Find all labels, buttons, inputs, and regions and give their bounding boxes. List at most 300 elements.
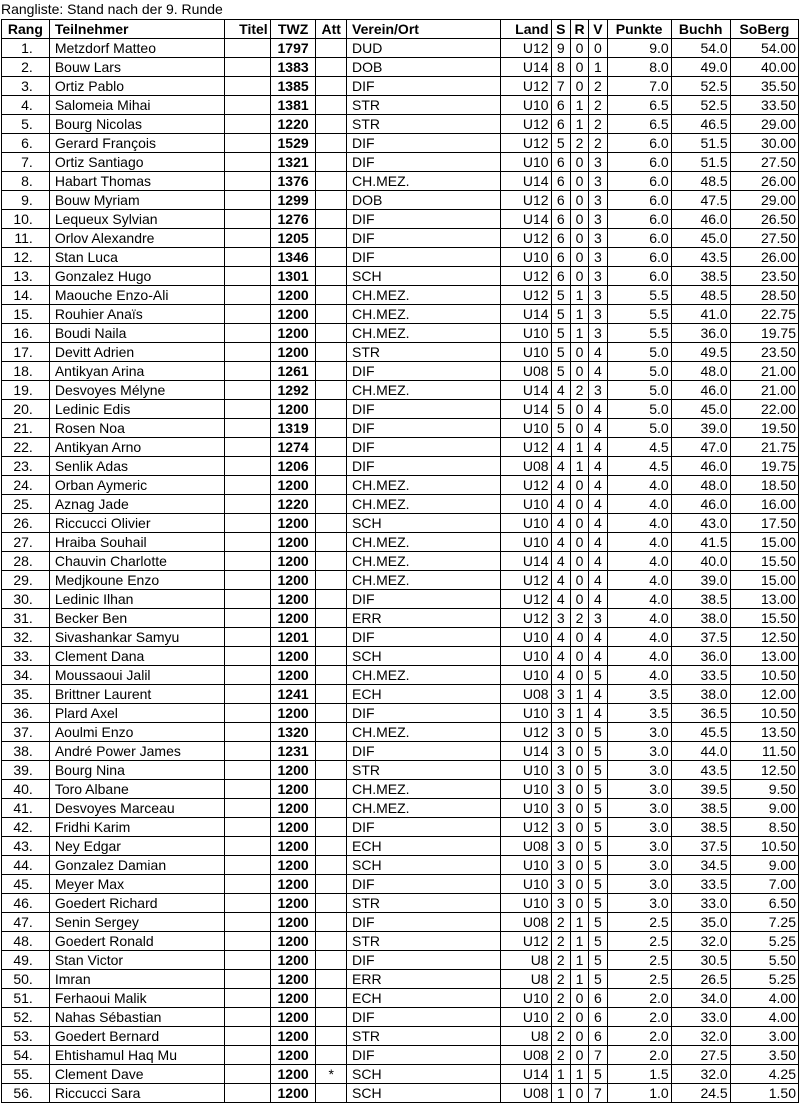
title-cell xyxy=(224,286,270,305)
title-cell xyxy=(224,837,270,856)
att-cell xyxy=(316,837,347,856)
points-cell: 3.0 xyxy=(607,894,671,913)
sonneborn-berger-cell: 11.50 xyxy=(730,742,798,761)
att-cell xyxy=(316,457,347,476)
sonneborn-berger-cell: 27.50 xyxy=(730,229,798,248)
draws-cell: 0 xyxy=(570,58,588,77)
rank-cell: 50. xyxy=(2,970,50,989)
player-name-cell: Desvoyes Mélyne xyxy=(49,381,224,400)
buchholz-cell: 48.0 xyxy=(671,362,730,381)
sonneborn-berger-cell: 15.50 xyxy=(730,609,798,628)
draws-cell: 0 xyxy=(570,400,588,419)
att-cell xyxy=(316,780,347,799)
losses-cell: 0 xyxy=(589,39,607,58)
club-cell: DIF xyxy=(347,913,501,932)
buchholz-cell: 46.0 xyxy=(671,495,730,514)
country-cell: U08 xyxy=(500,1084,551,1103)
player-name-cell: Gerard François xyxy=(49,134,224,153)
rank-cell: 25. xyxy=(2,495,50,514)
title-cell xyxy=(224,970,270,989)
sonneborn-berger-cell: 4.25 xyxy=(730,1065,798,1084)
club-cell: DIF xyxy=(347,742,501,761)
draws-cell: 1 xyxy=(570,704,588,723)
wins-cell: 6 xyxy=(551,248,570,267)
club-cell: DIF xyxy=(347,818,501,837)
player-name-cell: Ferhaoui Malik xyxy=(49,989,224,1008)
wins-cell: 4 xyxy=(551,628,570,647)
club-cell: CH.MEZ. xyxy=(347,495,501,514)
buchholz-cell: 52.5 xyxy=(671,77,730,96)
buchholz-cell: 37.5 xyxy=(671,628,730,647)
draws-cell: 0 xyxy=(570,894,588,913)
table-row xyxy=(2,647,799,666)
sonneborn-berger-cell: 6.50 xyxy=(730,894,798,913)
title-cell xyxy=(224,229,270,248)
points-cell: 5.5 xyxy=(607,286,671,305)
standings-table xyxy=(1,19,799,1103)
title-cell xyxy=(224,438,270,457)
points-cell: 4.0 xyxy=(607,552,671,571)
points-cell: 5.0 xyxy=(607,343,671,362)
player-name-cell: Stan Victor xyxy=(49,951,224,970)
twz-cell: 1200 xyxy=(270,533,316,552)
buchholz-cell: 46.5 xyxy=(671,115,730,134)
sonneborn-berger-cell: 3.50 xyxy=(730,1046,798,1065)
att-cell xyxy=(316,324,347,343)
att-cell xyxy=(316,267,347,286)
att-cell xyxy=(316,1008,347,1027)
sonneborn-berger-cell: 9.00 xyxy=(730,799,798,818)
player-name-cell: Rouhier Anaïs xyxy=(49,305,224,324)
country-cell: U08 xyxy=(500,1046,551,1065)
points-cell: 6.0 xyxy=(607,191,671,210)
table-row xyxy=(2,96,799,115)
country-cell: U08 xyxy=(500,837,551,856)
att-cell xyxy=(316,191,347,210)
table-row xyxy=(2,571,799,590)
table-row xyxy=(2,1008,799,1027)
att-cell xyxy=(316,799,347,818)
title-cell xyxy=(224,818,270,837)
rank-cell: 29. xyxy=(2,571,50,590)
rank-cell: 48. xyxy=(2,932,50,951)
sonneborn-berger-cell: 23.50 xyxy=(730,267,798,286)
twz-cell: 1346 xyxy=(270,248,316,267)
draws-cell: 0 xyxy=(570,818,588,837)
losses-cell: 3 xyxy=(589,172,607,191)
losses-cell: 5 xyxy=(589,761,607,780)
rank-cell: 12. xyxy=(2,248,50,267)
club-cell: ECH xyxy=(347,685,501,704)
country-cell: U10 xyxy=(500,495,551,514)
country-cell: U10 xyxy=(500,704,551,723)
player-name-cell: Fridhi Karim xyxy=(49,818,224,837)
col-header-twz: TWZ xyxy=(270,20,316,39)
att-cell xyxy=(316,723,347,742)
sonneborn-berger-cell: 18.50 xyxy=(730,476,798,495)
table-row xyxy=(2,343,799,362)
country-cell: U10 xyxy=(500,647,551,666)
att-cell xyxy=(316,970,347,989)
table-row xyxy=(2,115,799,134)
twz-cell: 1200 xyxy=(270,799,316,818)
player-name-cell: Orban Aymeric xyxy=(49,476,224,495)
att-cell xyxy=(316,248,347,267)
player-name-cell: Antikyan Arina xyxy=(49,362,224,381)
rank-cell: 47. xyxy=(2,913,50,932)
title-cell xyxy=(224,533,270,552)
player-name-cell: Rosen Noa xyxy=(49,419,224,438)
player-name-cell: Hraiba Souhail xyxy=(49,533,224,552)
points-cell: 1.0 xyxy=(607,1084,671,1103)
wins-cell: 3 xyxy=(551,685,570,704)
col-header-buchh: Buchh xyxy=(671,20,730,39)
att-cell xyxy=(316,666,347,685)
att-cell xyxy=(316,153,347,172)
points-cell: 4.0 xyxy=(607,628,671,647)
twz-cell: 1292 xyxy=(270,381,316,400)
points-cell: 2.5 xyxy=(607,932,671,951)
twz-cell: 1200 xyxy=(270,400,316,419)
country-cell: U10 xyxy=(500,324,551,343)
sonneborn-berger-cell: 4.00 xyxy=(730,1008,798,1027)
sonneborn-berger-cell: 15.00 xyxy=(730,533,798,552)
table-row xyxy=(2,1065,799,1084)
table-row xyxy=(2,685,799,704)
sonneborn-berger-cell: 10.50 xyxy=(730,666,798,685)
table-row xyxy=(2,400,799,419)
points-cell: 3.0 xyxy=(607,723,671,742)
country-cell: U10 xyxy=(500,799,551,818)
player-name-cell: Toro Albane xyxy=(49,780,224,799)
table-row xyxy=(2,723,799,742)
wins-cell: 4 xyxy=(551,533,570,552)
losses-cell: 4 xyxy=(589,647,607,666)
buchholz-cell: 46.0 xyxy=(671,381,730,400)
points-cell: 3.0 xyxy=(607,818,671,837)
sonneborn-berger-cell: 10.50 xyxy=(730,704,798,723)
player-name-cell: Clement Dave xyxy=(49,1065,224,1084)
wins-cell: 6 xyxy=(551,172,570,191)
losses-cell: 3 xyxy=(589,248,607,267)
sonneborn-berger-cell: 33.50 xyxy=(730,96,798,115)
buchholz-cell: 38.5 xyxy=(671,818,730,837)
title-cell xyxy=(224,1065,270,1084)
player-name-cell: Sivashankar Samyu xyxy=(49,628,224,647)
sonneborn-berger-cell: 7.00 xyxy=(730,875,798,894)
buchholz-cell: 36.5 xyxy=(671,704,730,723)
club-cell: DIF xyxy=(347,875,501,894)
draws-cell: 0 xyxy=(570,1046,588,1065)
country-cell: U14 xyxy=(500,552,551,571)
country-cell: U10 xyxy=(500,875,551,894)
sonneborn-berger-cell: 15.50 xyxy=(730,552,798,571)
buchholz-cell: 36.0 xyxy=(671,647,730,666)
att-cell xyxy=(316,400,347,419)
wins-cell: 2 xyxy=(551,1027,570,1046)
title-cell xyxy=(224,362,270,381)
wins-cell: 7 xyxy=(551,77,570,96)
points-cell: 5.0 xyxy=(607,400,671,419)
att-cell xyxy=(316,628,347,647)
points-cell: 3.5 xyxy=(607,685,671,704)
rank-cell: 10. xyxy=(2,210,50,229)
club-cell: CH.MEZ. xyxy=(347,324,501,343)
att-cell: * xyxy=(316,1065,347,1084)
club-cell: DIF xyxy=(347,419,501,438)
twz-cell: 1200 xyxy=(270,894,316,913)
table-row xyxy=(2,799,799,818)
wins-cell: 3 xyxy=(551,856,570,875)
player-name-cell: Gonzalez Hugo xyxy=(49,267,224,286)
losses-cell: 4 xyxy=(589,704,607,723)
table-row xyxy=(2,970,799,989)
twz-cell: 1200 xyxy=(270,970,316,989)
rank-cell: 7. xyxy=(2,153,50,172)
rank-cell: 6. xyxy=(2,134,50,153)
wins-cell: 8 xyxy=(551,58,570,77)
country-cell: U10 xyxy=(500,666,551,685)
buchholz-cell: 24.5 xyxy=(671,1084,730,1103)
title-cell xyxy=(224,77,270,96)
points-cell: 8.0 xyxy=(607,58,671,77)
draws-cell: 0 xyxy=(570,153,588,172)
rank-cell: 17. xyxy=(2,343,50,362)
club-cell: STR xyxy=(347,932,501,951)
twz-cell: 1261 xyxy=(270,362,316,381)
draws-cell: 0 xyxy=(570,590,588,609)
wins-cell: 4 xyxy=(551,381,570,400)
country-cell: U14 xyxy=(500,742,551,761)
country-cell: U8 xyxy=(500,970,551,989)
buchholz-cell: 33.0 xyxy=(671,1008,730,1027)
buchholz-cell: 43.0 xyxy=(671,514,730,533)
att-cell xyxy=(316,590,347,609)
buchholz-cell: 45.5 xyxy=(671,723,730,742)
sonneborn-berger-cell: 13.00 xyxy=(730,590,798,609)
sonneborn-berger-cell: 26.00 xyxy=(730,248,798,267)
losses-cell: 5 xyxy=(589,799,607,818)
player-name-cell: Ledinic Ilhan xyxy=(49,590,224,609)
draws-cell: 0 xyxy=(570,989,588,1008)
buchholz-cell: 38.0 xyxy=(671,609,730,628)
title-cell xyxy=(224,875,270,894)
points-cell: 6.5 xyxy=(607,115,671,134)
country-cell: U12 xyxy=(500,77,551,96)
att-cell xyxy=(316,1027,347,1046)
club-cell: STR xyxy=(347,96,501,115)
title-cell xyxy=(224,761,270,780)
table-row xyxy=(2,742,799,761)
wins-cell: 3 xyxy=(551,742,570,761)
buchholz-cell: 48.0 xyxy=(671,476,730,495)
twz-cell: 1320 xyxy=(270,723,316,742)
club-cell: CH.MEZ. xyxy=(347,780,501,799)
col-header-soberg: SoBerg xyxy=(730,20,798,39)
losses-cell: 3 xyxy=(589,305,607,324)
draws-cell: 0 xyxy=(570,742,588,761)
rank-cell: 42. xyxy=(2,818,50,837)
table-row xyxy=(2,951,799,970)
sonneborn-berger-cell: 7.25 xyxy=(730,913,798,932)
rank-cell: 33. xyxy=(2,647,50,666)
att-cell xyxy=(316,476,347,495)
draws-cell: 1 xyxy=(570,913,588,932)
twz-cell: 1200 xyxy=(270,1027,316,1046)
wins-cell: 3 xyxy=(551,894,570,913)
twz-cell: 1383 xyxy=(270,58,316,77)
buchholz-cell: 33.5 xyxy=(671,875,730,894)
draws-cell: 0 xyxy=(570,780,588,799)
draws-cell: 0 xyxy=(570,837,588,856)
points-cell: 9.0 xyxy=(607,39,671,58)
twz-cell: 1321 xyxy=(270,153,316,172)
rank-cell: 19. xyxy=(2,381,50,400)
twz-cell: 1200 xyxy=(270,609,316,628)
wins-cell: 5 xyxy=(551,286,570,305)
wins-cell: 3 xyxy=(551,799,570,818)
title-cell xyxy=(224,647,270,666)
points-cell: 4.5 xyxy=(607,457,671,476)
points-cell: 3.0 xyxy=(607,875,671,894)
title-cell xyxy=(224,951,270,970)
table-row xyxy=(2,362,799,381)
rank-cell: 21. xyxy=(2,419,50,438)
draws-cell: 0 xyxy=(570,856,588,875)
country-cell: U10 xyxy=(500,894,551,913)
points-cell: 6.5 xyxy=(607,96,671,115)
col-header-s: S xyxy=(551,20,570,39)
player-name-cell: Imran xyxy=(49,970,224,989)
club-cell: DIF xyxy=(347,362,501,381)
table-row xyxy=(2,381,799,400)
wins-cell: 4 xyxy=(551,666,570,685)
losses-cell: 2 xyxy=(589,96,607,115)
wins-cell: 3 xyxy=(551,761,570,780)
club-cell: DIF xyxy=(347,1008,501,1027)
sonneborn-berger-cell: 29.00 xyxy=(730,115,798,134)
page-title: Rangliste: Stand nach der 9. Runde xyxy=(1,1,223,17)
club-cell: DIF xyxy=(347,590,501,609)
club-cell: CH.MEZ. xyxy=(347,666,501,685)
sonneborn-berger-cell: 30.00 xyxy=(730,134,798,153)
title-cell xyxy=(224,419,270,438)
col-header-titel: Titel xyxy=(224,20,270,39)
sonneborn-berger-cell: 40.00 xyxy=(730,58,798,77)
club-cell: SCH xyxy=(347,1084,501,1103)
sonneborn-berger-cell: 15.00 xyxy=(730,571,798,590)
rank-cell: 56. xyxy=(2,1084,50,1103)
club-cell: CH.MEZ. xyxy=(347,172,501,191)
twz-cell: 1231 xyxy=(270,742,316,761)
twz-cell: 1376 xyxy=(270,172,316,191)
att-cell xyxy=(316,856,347,875)
sonneborn-berger-cell: 1.50 xyxy=(730,1084,798,1103)
title-cell xyxy=(224,153,270,172)
country-cell: U10 xyxy=(500,780,551,799)
country-cell: U12 xyxy=(500,476,551,495)
player-name-cell: Bouw Myriam xyxy=(49,191,224,210)
att-cell xyxy=(316,894,347,913)
table-row xyxy=(2,628,799,647)
title-cell xyxy=(224,343,270,362)
country-cell: U12 xyxy=(500,267,551,286)
buchholz-cell: 49.5 xyxy=(671,343,730,362)
player-name-cell: Plard Axel xyxy=(49,704,224,723)
rank-cell: 49. xyxy=(2,951,50,970)
player-name-cell: Devitt Adrien xyxy=(49,343,224,362)
table-row xyxy=(2,248,799,267)
player-name-cell: Boudi Naila xyxy=(49,324,224,343)
buchholz-cell: 47.5 xyxy=(671,191,730,210)
title-cell xyxy=(224,248,270,267)
draws-cell: 0 xyxy=(570,799,588,818)
draws-cell: 0 xyxy=(570,628,588,647)
title-cell xyxy=(224,723,270,742)
att-cell xyxy=(316,647,347,666)
losses-cell: 5 xyxy=(589,666,607,685)
points-cell: 6.0 xyxy=(607,172,671,191)
points-cell: 4.0 xyxy=(607,495,671,514)
player-name-cell: Aznag Jade xyxy=(49,495,224,514)
losses-cell: 2 xyxy=(589,77,607,96)
wins-cell: 4 xyxy=(551,571,570,590)
table-row xyxy=(2,229,799,248)
draws-cell: 0 xyxy=(570,210,588,229)
att-cell xyxy=(316,818,347,837)
club-cell: DIF xyxy=(347,400,501,419)
rank-cell: 18. xyxy=(2,362,50,381)
twz-cell: 1200 xyxy=(270,514,316,533)
losses-cell: 3 xyxy=(589,191,607,210)
country-cell: U12 xyxy=(500,590,551,609)
att-cell xyxy=(316,685,347,704)
title-cell xyxy=(224,799,270,818)
player-name-cell: Bouw Lars xyxy=(49,58,224,77)
player-name-cell: Ortiz Santiago xyxy=(49,153,224,172)
club-cell: CH.MEZ. xyxy=(347,552,501,571)
table-row xyxy=(2,932,799,951)
att-cell xyxy=(316,495,347,514)
draws-cell: 0 xyxy=(570,571,588,590)
table-row xyxy=(2,457,799,476)
wins-cell: 6 xyxy=(551,153,570,172)
wins-cell: 6 xyxy=(551,267,570,286)
sonneborn-berger-cell: 10.50 xyxy=(730,837,798,856)
draws-cell: 1 xyxy=(570,685,588,704)
buchholz-cell: 43.5 xyxy=(671,248,730,267)
title-cell xyxy=(224,134,270,153)
player-name-cell: Becker Ben xyxy=(49,609,224,628)
points-cell: 3.5 xyxy=(607,704,671,723)
club-cell: STR xyxy=(347,115,501,134)
club-cell: DIF xyxy=(347,153,501,172)
country-cell: U8 xyxy=(500,951,551,970)
wins-cell: 5 xyxy=(551,362,570,381)
rank-cell: 35. xyxy=(2,685,50,704)
wins-cell: 5 xyxy=(551,419,570,438)
points-cell: 3.0 xyxy=(607,780,671,799)
points-cell: 3.0 xyxy=(607,742,671,761)
table-row xyxy=(2,286,799,305)
player-name-cell: Metzdorf Matteo xyxy=(49,39,224,58)
player-name-cell: Senin Sergey xyxy=(49,913,224,932)
rank-cell: 41. xyxy=(2,799,50,818)
draws-cell: 0 xyxy=(570,723,588,742)
rank-cell: 22. xyxy=(2,438,50,457)
wins-cell: 1 xyxy=(551,1084,570,1103)
losses-cell: 4 xyxy=(589,362,607,381)
